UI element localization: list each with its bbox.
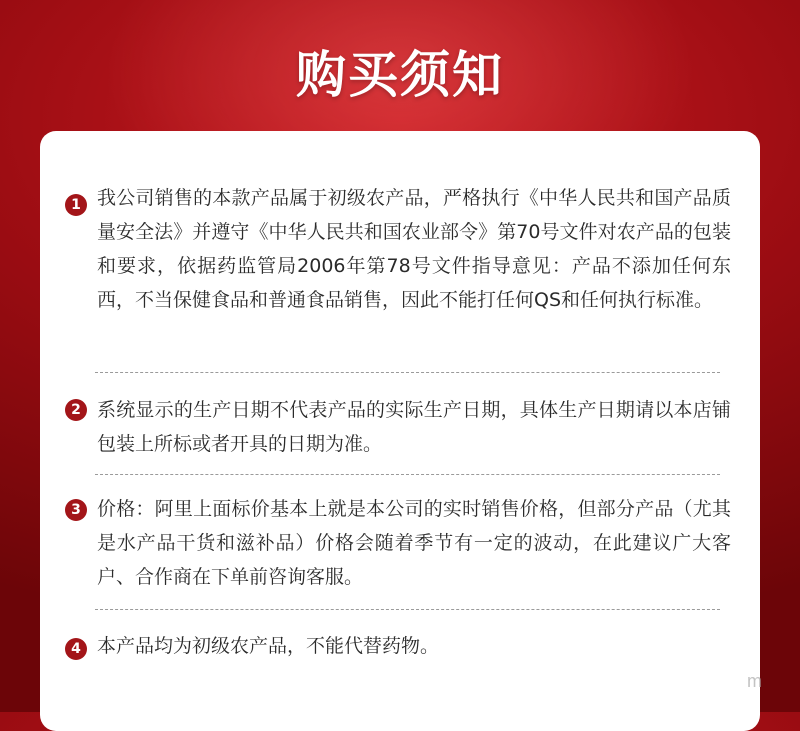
page-title: 购买须知: [296, 45, 504, 104]
notice-text-2: 系统显示的生产日期不代表产品的实际生产日期，具体生产日期请以本店铺包装上所标或者开具的日期为准。: [97, 399, 731, 455]
notice-number-1: 1: [65, 194, 87, 216]
divider-2: [95, 474, 720, 475]
notice-text-1: 我公司销售的本款产品属于初级农产品，严格执行《中华人民共和国产品质量安全法》并遵守《中华人民共和国农业部令》第70号文件对农产品的包装和要求，依据药监管局2006年第78号文件指导意见：产品不添加任何东西，不当保健食品和普通食品销售，因此不能打任何QS和任何执行标准。: [97, 187, 731, 311]
notice-number-3: 3: [65, 499, 87, 521]
notice-number-2: 2: [65, 399, 87, 421]
notice-card: [40, 131, 760, 731]
watermark: m: [747, 671, 762, 691]
notice-number-4: 4: [65, 638, 87, 660]
notice-text-4: 本产品均为初级农产品，不能代替药物。: [97, 635, 440, 657]
divider-3: [95, 609, 720, 610]
divider-1: [95, 372, 720, 373]
notice-text-3: 价格：阿里上面标价基本上就是本公司的实时销售价格，但部分产品（尤其是水产品干货和滋补品）价格会随着季节有一定的波动，在此建议广大客户、合作商在下单前咨询客服。: [97, 498, 731, 588]
